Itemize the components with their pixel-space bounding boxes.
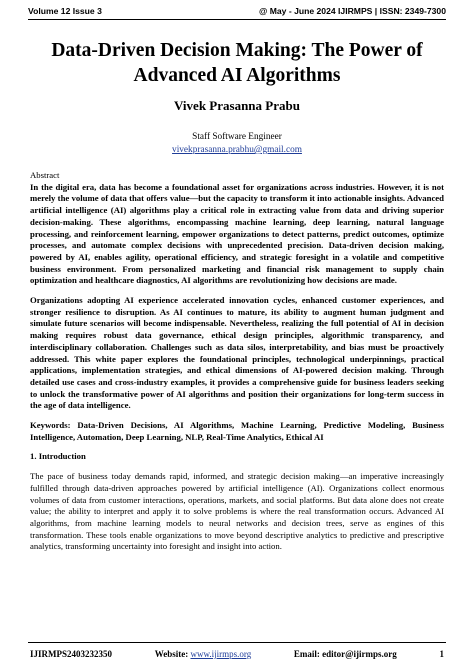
affiliation: Staff Software Engineer (192, 132, 282, 142)
footer-divider (28, 642, 446, 643)
paper-body (30, 170, 444, 553)
title-line-2: Advanced AI Algorithms (133, 65, 341, 86)
page-number: 1 (439, 649, 444, 659)
abstract-heading: Abstract (30, 170, 60, 180)
author-affiliation-block (28, 131, 446, 157)
introduction-paragraph: The pace of business today demands rapid, informed, and strategic decision making—an imperative increasingly fulfilled through data-driven approaches powered by artificial intelligence (AI). Organizations collect enormous volumes of data from customer interactions, operations, markets, and social platforms. But data alone does not create value; the ability to interpret and apply it to solve problems is where the real transformation occurs. Advanced AI algorithms, from machine learning models to neural networks and decision trees, serve as engines of this transformation. These tools enable organizations to move beyond descriptive analytics to predictive and prescriptive analytics, transforming uncertainty into foresight and insight into action. (30, 471, 444, 552)
title-line-1: Data-Driven Decision Making: The Power of (51, 40, 423, 61)
header-divider (28, 19, 446, 20)
abstract-paragraph-2: Organizations adopting AI experience accelerated innovation cycles, enhanced customer experiences, and stronger resilience to disruption. As AI continues to mature, its ability to augment human judgment and simulate future scenarios will become indispensable. Nevertheless, realizing the full potential of AI in decision making requires robust data governance, ethical design principles, algorithmic transparency, and interdisciplinary collaboration. Challenges such as data silos, interpretability, and bias must be proactively addressed. This white paper explores the foundational principles, technological underpinnings, practical applications, implementation strategies, and ethical dimensions of AI-powered decision making. Through detailed use cases and cross-industry examples, it provides a comprehensive guide for business leaders seeking to unlock the transformative power of AI algorithms and position their organizations for long-term success in the age of data intelligence. (30, 295, 444, 411)
author-email-link[interactable]: vivekprasanna.prabhu@gmail.com (172, 145, 302, 155)
website-block (155, 649, 252, 659)
paper-title (28, 38, 446, 88)
paper-id: IJIRMPS2403232350 (30, 649, 113, 659)
website-label: Website: (154, 649, 189, 659)
issue-info: @ May - June 2024 IJIRMPS | ISSN: 2349-7300 (258, 6, 446, 16)
section-1-heading: 1. Introduction (30, 451, 86, 462)
author-name: Vivek Prasanna Prabu (174, 98, 300, 113)
website-link[interactable]: www.ijirmps.org (190, 649, 252, 659)
abstract-paragraph-1: In the digital era, data has become a foundational asset for organizations across industries. However, it is not merely the volume of data that offers value—but the capacity to transform it into actionable insights. Advanced artificial intelligence (AI) algorithms play a critical role in extracting value from data and driving superior decision-making. These algorithms, encompassing machine learning, deep learning, natural language processing, and reinforcement learning, empower organizations to detect patterns, predict outcomes, optimize processes, and automate complex decisions with unprecedented precision. Data-driven decision making, powered by AI, enables agility, operational efficiency, and strategic foresight in a volatile and competitive business environment. From personalized marketing and financial risk management to supply chain optimization and healthcare diagnostics, AI algorithms are revolutionizing how decisions are made. (30, 181, 444, 286)
running-footer (30, 649, 444, 659)
keywords: Keywords: Data-Driven Decisions, AI Algorithms, Machine Learning, Predictive Modeling, Business Intelligence, Automation, Deep Learning, NLP, Real-Time Analytics, Ethical AI (30, 420, 444, 442)
running-header (28, 6, 446, 16)
footer-email: Email: editor@ijirmps.org (293, 649, 397, 659)
volume-label: Volume 12 Issue 3 (28, 6, 102, 16)
